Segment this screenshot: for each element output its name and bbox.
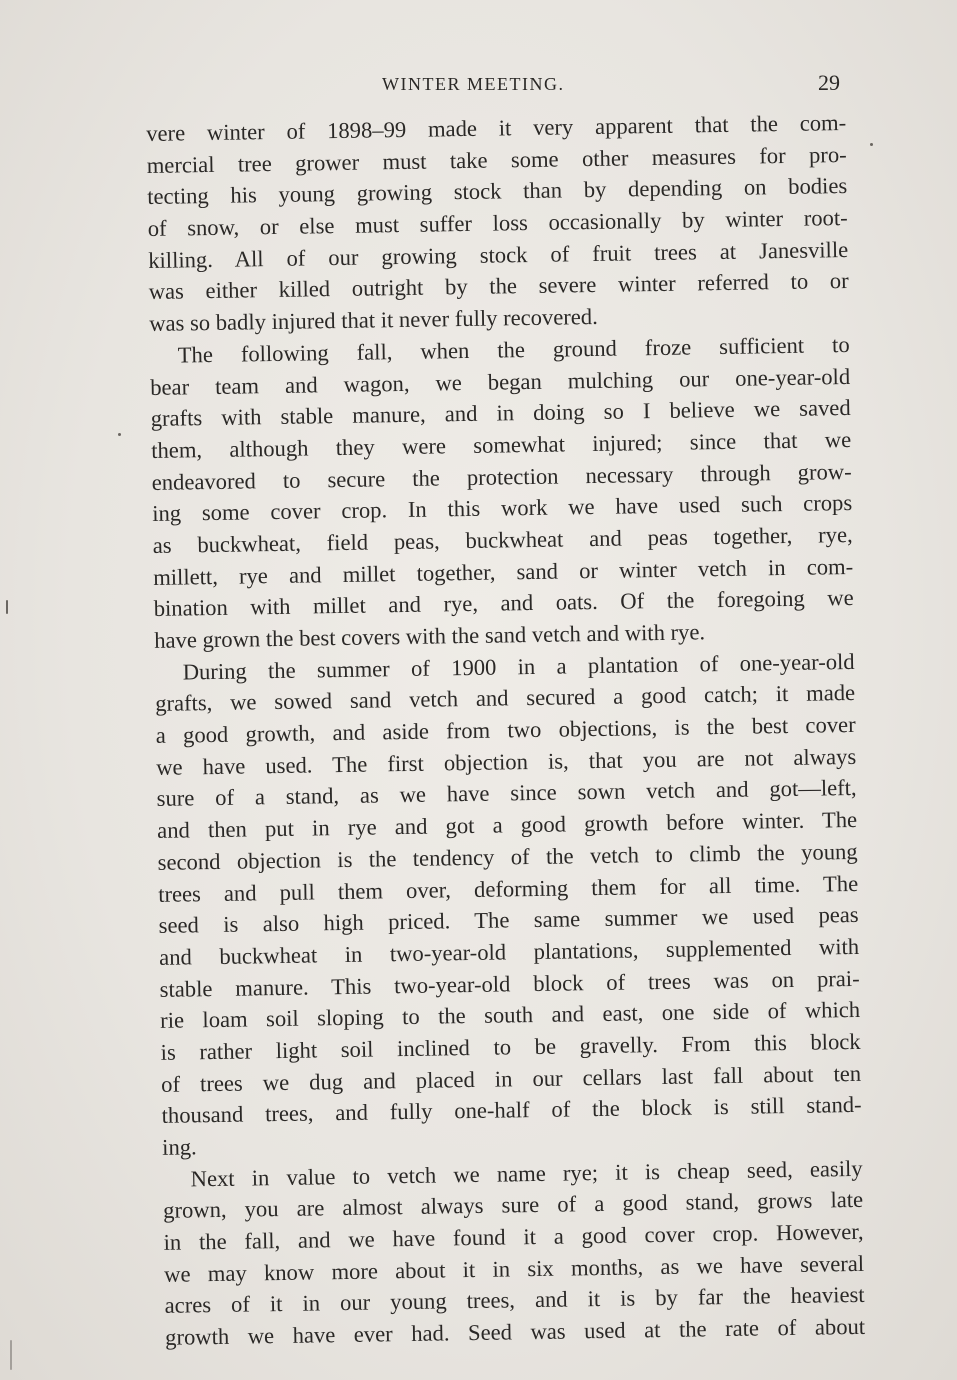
text-line: grafts with stable manure, and in doing so I believe we saved — [150, 395, 851, 432]
text-line: we have used. The first objection is, that you are not always — [156, 743, 857, 780]
text-line: bear team and wagon, we began mulching our one-year-old — [150, 363, 851, 400]
text-line: second objection is the tendency of the vetch to climb the young — [157, 838, 858, 875]
text-line: in the fall, and we have found it a good cover crop. However, — [163, 1218, 864, 1255]
page-number: 29 — [818, 70, 840, 95]
text-line: rie loam soil sloping to the south and east, one side of which — [159, 997, 861, 1034]
text-line: sure of a stand, as we have since sown vetch and got—left, — [156, 775, 857, 812]
text-line: millett, rye and millet together, sand or winter vetch in com- — [153, 553, 854, 590]
text-line: acres of it in our young trees, and it is by far the heaviest — [164, 1282, 865, 1319]
paper-speck — [6, 600, 8, 614]
text-line: and then put in rye and got a good growth before winter. The — [156, 807, 858, 844]
text-line: bination with millet and rye, and oats. Of the foregoing we — [153, 585, 854, 622]
text-line: of snow, or else must suffer loss occasionally by winter root- — [147, 205, 848, 242]
text-line: as buckwheat, field peas, buckwheat and peas together, rye, — [152, 521, 853, 558]
text-line: grown, you are almost always sure of a good stand, grows late — [162, 1187, 864, 1224]
text-line: was either killed outright by the severe winter referred to or — [148, 268, 849, 305]
text-line: a good growth, and aside from two objections, is the best cover — [155, 711, 856, 748]
paper-speck — [870, 143, 873, 146]
text-line: mercial tree grower must take some other measures for pro- — [146, 141, 847, 178]
text-line: endeavored to secure the protection necessary through grow- — [151, 458, 852, 495]
running-head: WINTER MEETING. — [382, 74, 565, 94]
text-line: The following fall, when the ground froze sufficient to — [177, 331, 850, 368]
text-line: seed is also high priced. The same summer we used peas — [158, 902, 859, 939]
text-line: Next in value to vetch we name rye; it is cheap seed, easily — [190, 1155, 863, 1192]
text-line: stable manure. This two-year-old block of trees was on prai- — [159, 965, 860, 1002]
paper-speck — [10, 1340, 12, 1370]
text-line: killing. All of our growing stock of fruit trees at Janesville — [148, 236, 849, 273]
text-line: ing some cover crop. In this work we have used such crops — [152, 490, 853, 527]
text-line: and buckwheat in two-year-old plantations, supplemented with — [158, 933, 860, 970]
body-text — [146, 107, 865, 1354]
text-line: vere winter of 1898–99 made it very apparent that the com- — [146, 110, 847, 146]
text-line: them, although they were somewhat injured; since that we — [151, 426, 852, 463]
text-line: grafts, we sowed sand vetch and secured a good catch; it made — [155, 680, 856, 717]
text-line: During the summer of 1900 in a plantation of one-year-old — [182, 648, 855, 685]
text-line: was so badly injured that it never fully recovered. — [149, 304, 598, 337]
text-line: thousand trees, and fully one-half of the block is still stand- — [161, 1092, 862, 1129]
text-line: trees and pull them over, deforming them for all time. The — [157, 870, 859, 907]
page-header — [150, 70, 850, 100]
text-line: is rather light soil inclined to be gravelly. From this block — [160, 1028, 861, 1065]
text-line: of trees we dug and placed in our cellars last fall about ten — [160, 1060, 862, 1097]
text-line: tecting his young growing stock than by depending on bodies — [147, 173, 848, 210]
paper-speck — [118, 433, 121, 436]
text-line: ing. — [161, 1134, 197, 1160]
text-line: growth we have ever had. Seed was used at the rate of about — [164, 1313, 866, 1350]
text-line: have grown the best covers with the sand vetch and with rye. — [154, 619, 706, 653]
text-line: we may know more about it in six months, as we have several — [163, 1250, 865, 1287]
